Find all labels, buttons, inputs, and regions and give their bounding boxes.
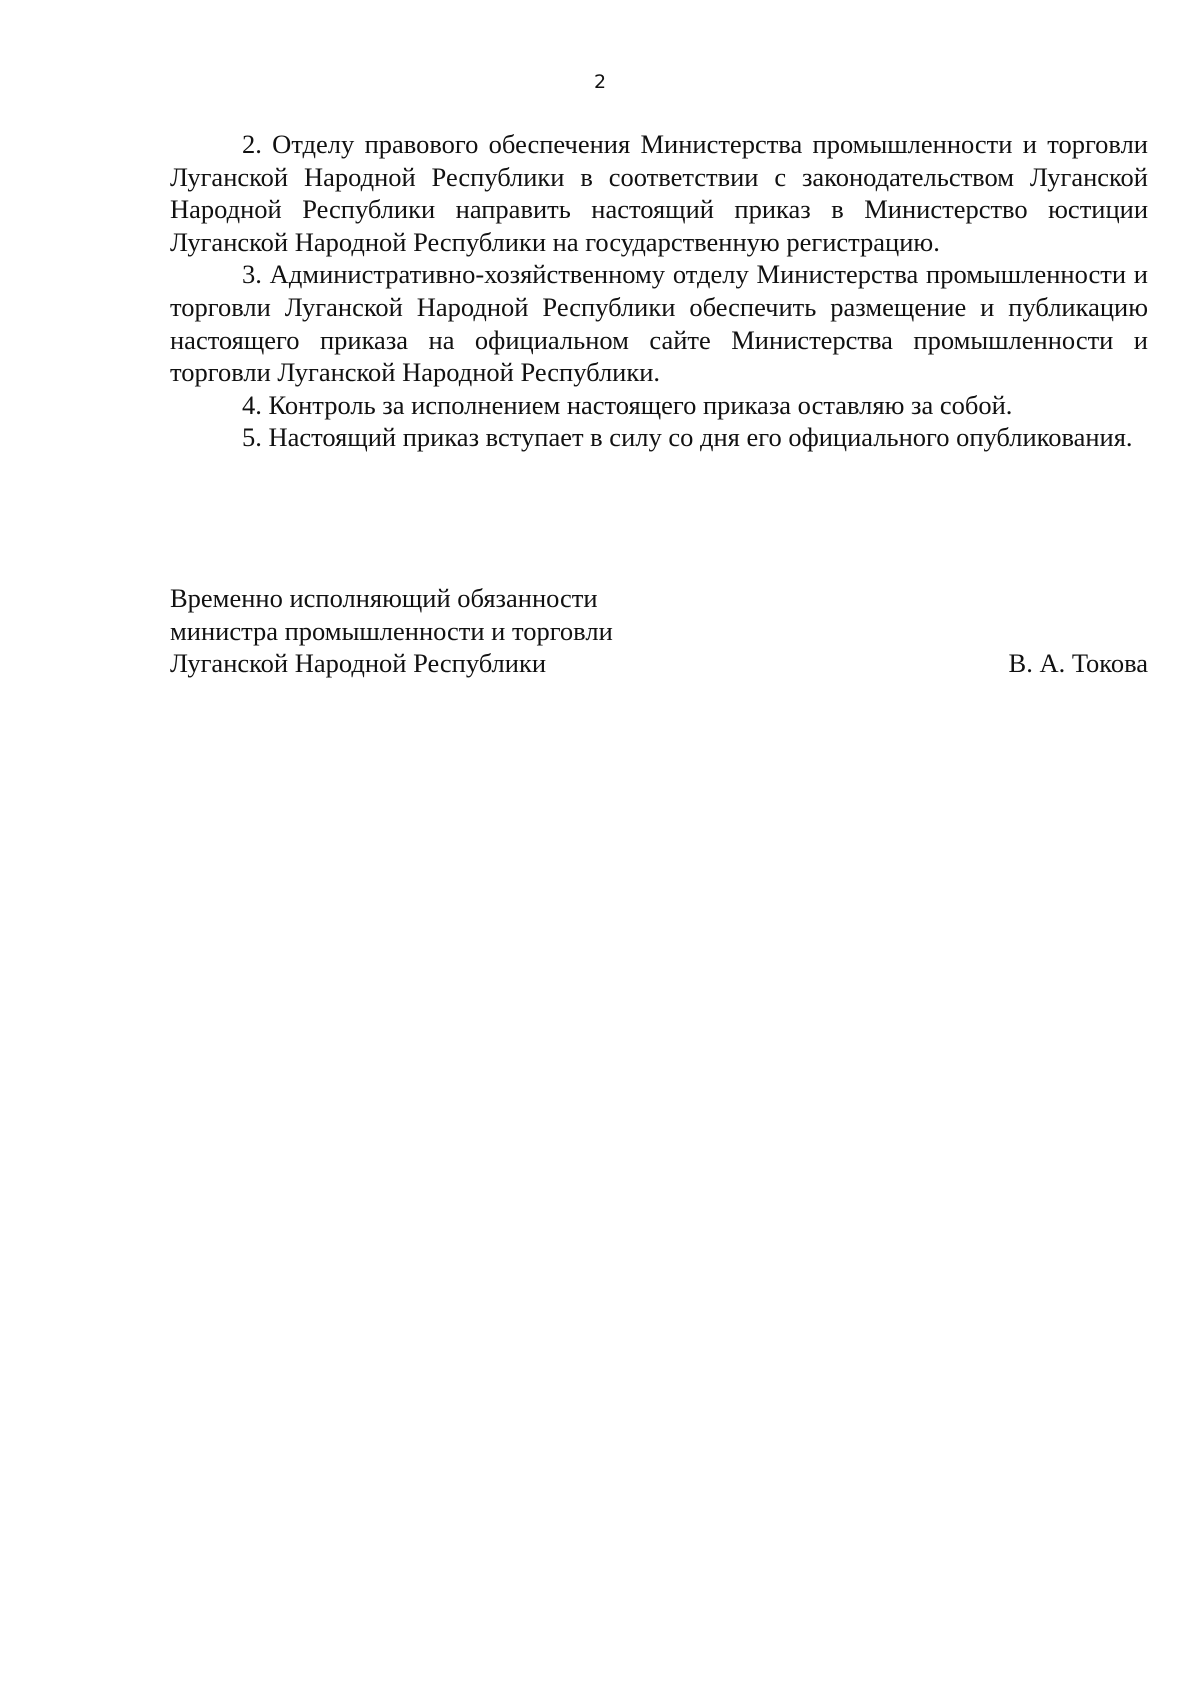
signer-title-line-2: министра промышленности и торговли (170, 615, 613, 646)
paragraph-3: 3. Административно-хозяйственному отделу Министерства промышленности и торговли Луганской Народной Республики обеспечить размещение и публикацию настоящего приказа на официальном сайте Министерства промышленности и торговли Луганской Народной Республики. (170, 259, 1148, 388)
signer-title-line-3: Луганской Народной Республики (170, 648, 547, 679)
signer-name: В. А. Токова (1008, 648, 1148, 679)
signer-title-line-1: Временно исполняющий обязанности (170, 583, 598, 613)
paragraph-2: 2. Отделу правового обеспечения Министерства промышленности и торговли Луганской Народной Республики в соответствии с законодательством Луганской Народной Республики направить настоящий приказ в Министерство юстиции Луганской Народной Республики на государственную регистрацию. (170, 129, 1148, 257)
document-body (170, 128, 1148, 454)
page-number: 2 (593, 71, 607, 93)
paragraph-5: 5. Настоящий приказ вступает в силу со дня его официального опубликования. (242, 422, 1133, 453)
signature-block (170, 582, 1148, 680)
paragraph-4: 4. Контроль за исполнением настоящего приказа оставляю за собой. (242, 389, 1013, 420)
signature-row (170, 647, 1148, 680)
